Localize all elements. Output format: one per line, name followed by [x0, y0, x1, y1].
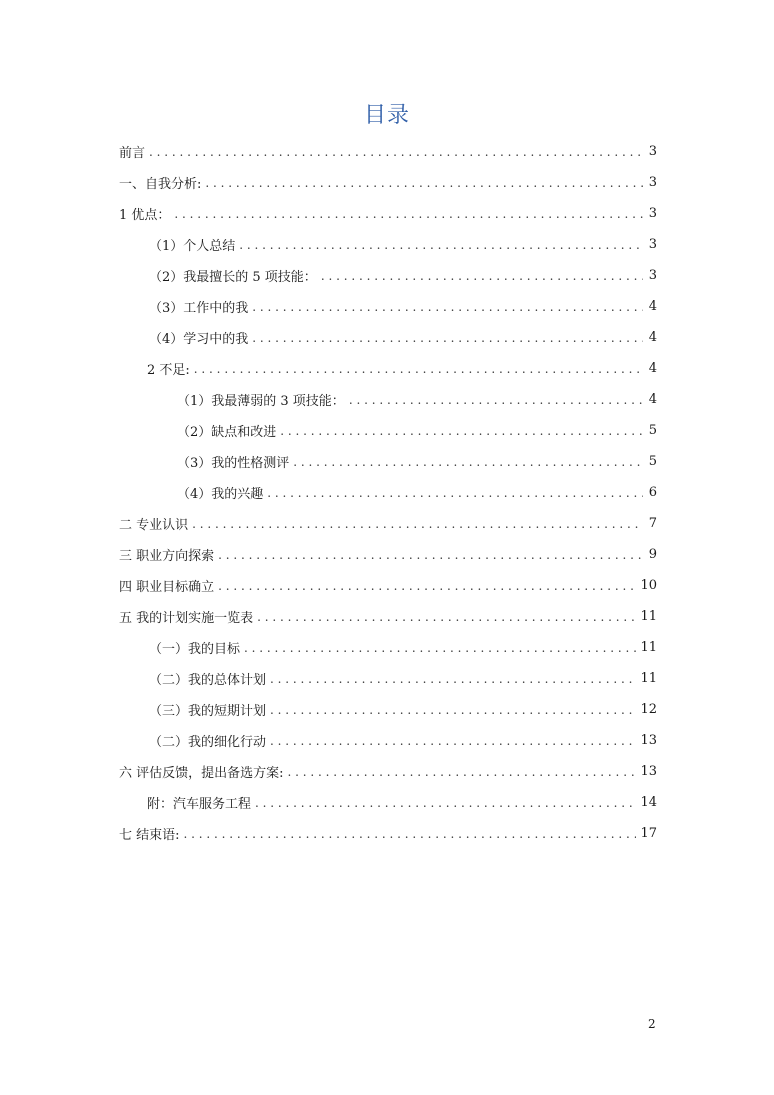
toc-entry-page: 3: [648, 175, 657, 190]
toc-entry-page: 14: [640, 795, 657, 810]
toc-leader-dots: [280, 424, 643, 438]
toc-entry-label: （二）我的细化行动: [149, 735, 267, 750]
toc-entry-page: 9: [648, 547, 657, 562]
toc-entry-label: 2 不足:: [147, 363, 190, 378]
table-of-contents: [119, 136, 657, 849]
toc-entry-label: 三 职业方向探索: [119, 549, 215, 564]
toc-entry[interactable]: [119, 477, 657, 508]
toc-leader-dots: [149, 145, 643, 159]
toc-entry-label: 附：汽车服务工程: [147, 797, 252, 812]
toc-leader-dots: [252, 331, 643, 345]
toc-entry-label: （3）我的性格测评: [177, 456, 290, 471]
toc-leader-dots: [288, 765, 637, 779]
toc-leader-dots: [293, 455, 643, 469]
toc-entry-page: 11: [640, 640, 657, 655]
toc-entry-label: （三）我的短期计划: [149, 704, 267, 719]
page-number: 2: [648, 1017, 656, 1031]
toc-entry-page: 12: [640, 702, 657, 717]
toc-leader-dots: [255, 796, 636, 810]
toc-entry[interactable]: [119, 415, 657, 446]
toc-leader-dots: [270, 734, 636, 748]
toc-leader-dots: [192, 517, 643, 531]
toc-entry-label: （3）工作中的我: [149, 301, 249, 316]
toc-entry-page: 4: [648, 361, 657, 376]
toc-entry[interactable]: [119, 353, 657, 384]
toc-entry-label: 1 优点：: [119, 208, 171, 223]
toc-leader-dots: [270, 672, 636, 686]
toc-entry[interactable]: [119, 291, 657, 322]
toc-entry[interactable]: [119, 136, 657, 167]
toc-entry-label: 二 专业认识: [119, 518, 189, 533]
toc-entry-label: （二）我的总体计划: [149, 673, 267, 688]
toc-entry-label: 前言: [119, 146, 146, 161]
toc-entry[interactable]: [119, 570, 657, 601]
toc-entry[interactable]: [119, 446, 657, 477]
toc-entry[interactable]: [119, 508, 657, 539]
toc-entry-label: （4）我的兴趣: [177, 487, 264, 502]
toc-entry[interactable]: [119, 384, 657, 415]
toc-entry[interactable]: [119, 818, 657, 849]
toc-entry-label: （2）我最擅长的 5 项技能：: [149, 270, 317, 285]
toc-entry[interactable]: [119, 663, 657, 694]
toc-entry[interactable]: [119, 632, 657, 663]
toc-leader-dots: [252, 300, 643, 314]
toc-entry[interactable]: [119, 756, 657, 787]
toc-entry-label: 一、自我分析:: [119, 177, 202, 192]
toc-leader-dots: [184, 827, 637, 841]
toc-leader-dots: [239, 238, 643, 252]
toc-entry[interactable]: [119, 601, 657, 632]
toc-entry-page: 6: [648, 485, 657, 500]
toc-entry[interactable]: [119, 787, 657, 818]
toc-entry[interactable]: [119, 322, 657, 353]
toc-leader-dots: [321, 269, 643, 283]
toc-leader-dots: [257, 610, 636, 624]
toc-entry-label: 六 评估反馈，提出备选方案:: [119, 766, 284, 781]
toc-entry[interactable]: [119, 539, 657, 570]
toc-entry-page: 3: [648, 144, 657, 159]
toc-entry[interactable]: [119, 198, 657, 229]
toc-entry-page: 3: [648, 268, 657, 283]
toc-leader-dots: [244, 641, 636, 655]
toc-leader-dots: [270, 703, 636, 717]
toc-entry-label: 四 职业目标确立: [119, 580, 215, 595]
toc-entry-label: （2）缺点和改进: [177, 425, 277, 440]
toc-entry-label: （一）我的目标: [149, 642, 241, 657]
toc-entry-page: 4: [648, 299, 657, 314]
toc-entry-label: 七 结束语:: [119, 828, 180, 843]
toc-entry[interactable]: [119, 167, 657, 198]
toc-entry-page: 4: [648, 392, 657, 407]
toc-entry-page: 5: [648, 454, 657, 469]
toc-entry-page: 3: [648, 237, 657, 252]
toc-leader-dots: [194, 362, 643, 376]
toc-entry-page: 4: [648, 330, 657, 345]
toc-entry-page: 13: [640, 733, 657, 748]
toc-entry-page: 7: [648, 516, 657, 531]
toc-leader-dots: [267, 486, 643, 500]
toc-entry-page: 5: [648, 423, 657, 438]
toc-entry-label: （4）学习中的我: [149, 332, 249, 347]
toc-leader-dots: [205, 176, 643, 190]
toc-entry-label: （1）个人总结: [149, 239, 236, 254]
toc-entry-page: 17: [640, 826, 657, 841]
toc-entry-page: 10: [640, 578, 657, 593]
toc-entry-page: 11: [640, 609, 657, 624]
toc-entry-label: 五 我的计划实施一览表: [119, 611, 254, 626]
toc-leader-dots: [218, 548, 643, 562]
toc-entry-page: 11: [640, 671, 657, 686]
toc-entry-page: 3: [648, 206, 657, 221]
toc-entry[interactable]: [119, 725, 657, 756]
toc-entry[interactable]: [119, 260, 657, 291]
toc-entry[interactable]: [119, 229, 657, 260]
toc-leader-dots: [349, 393, 643, 407]
toc-entry-label: （1）我最薄弱的 3 项技能：: [177, 394, 345, 409]
toc-entry[interactable]: [119, 694, 657, 725]
toc-entry-page: 13: [640, 764, 657, 779]
toc-leader-dots: [174, 207, 643, 221]
page-title: 目录: [363, 103, 410, 128]
toc-leader-dots: [218, 579, 636, 593]
